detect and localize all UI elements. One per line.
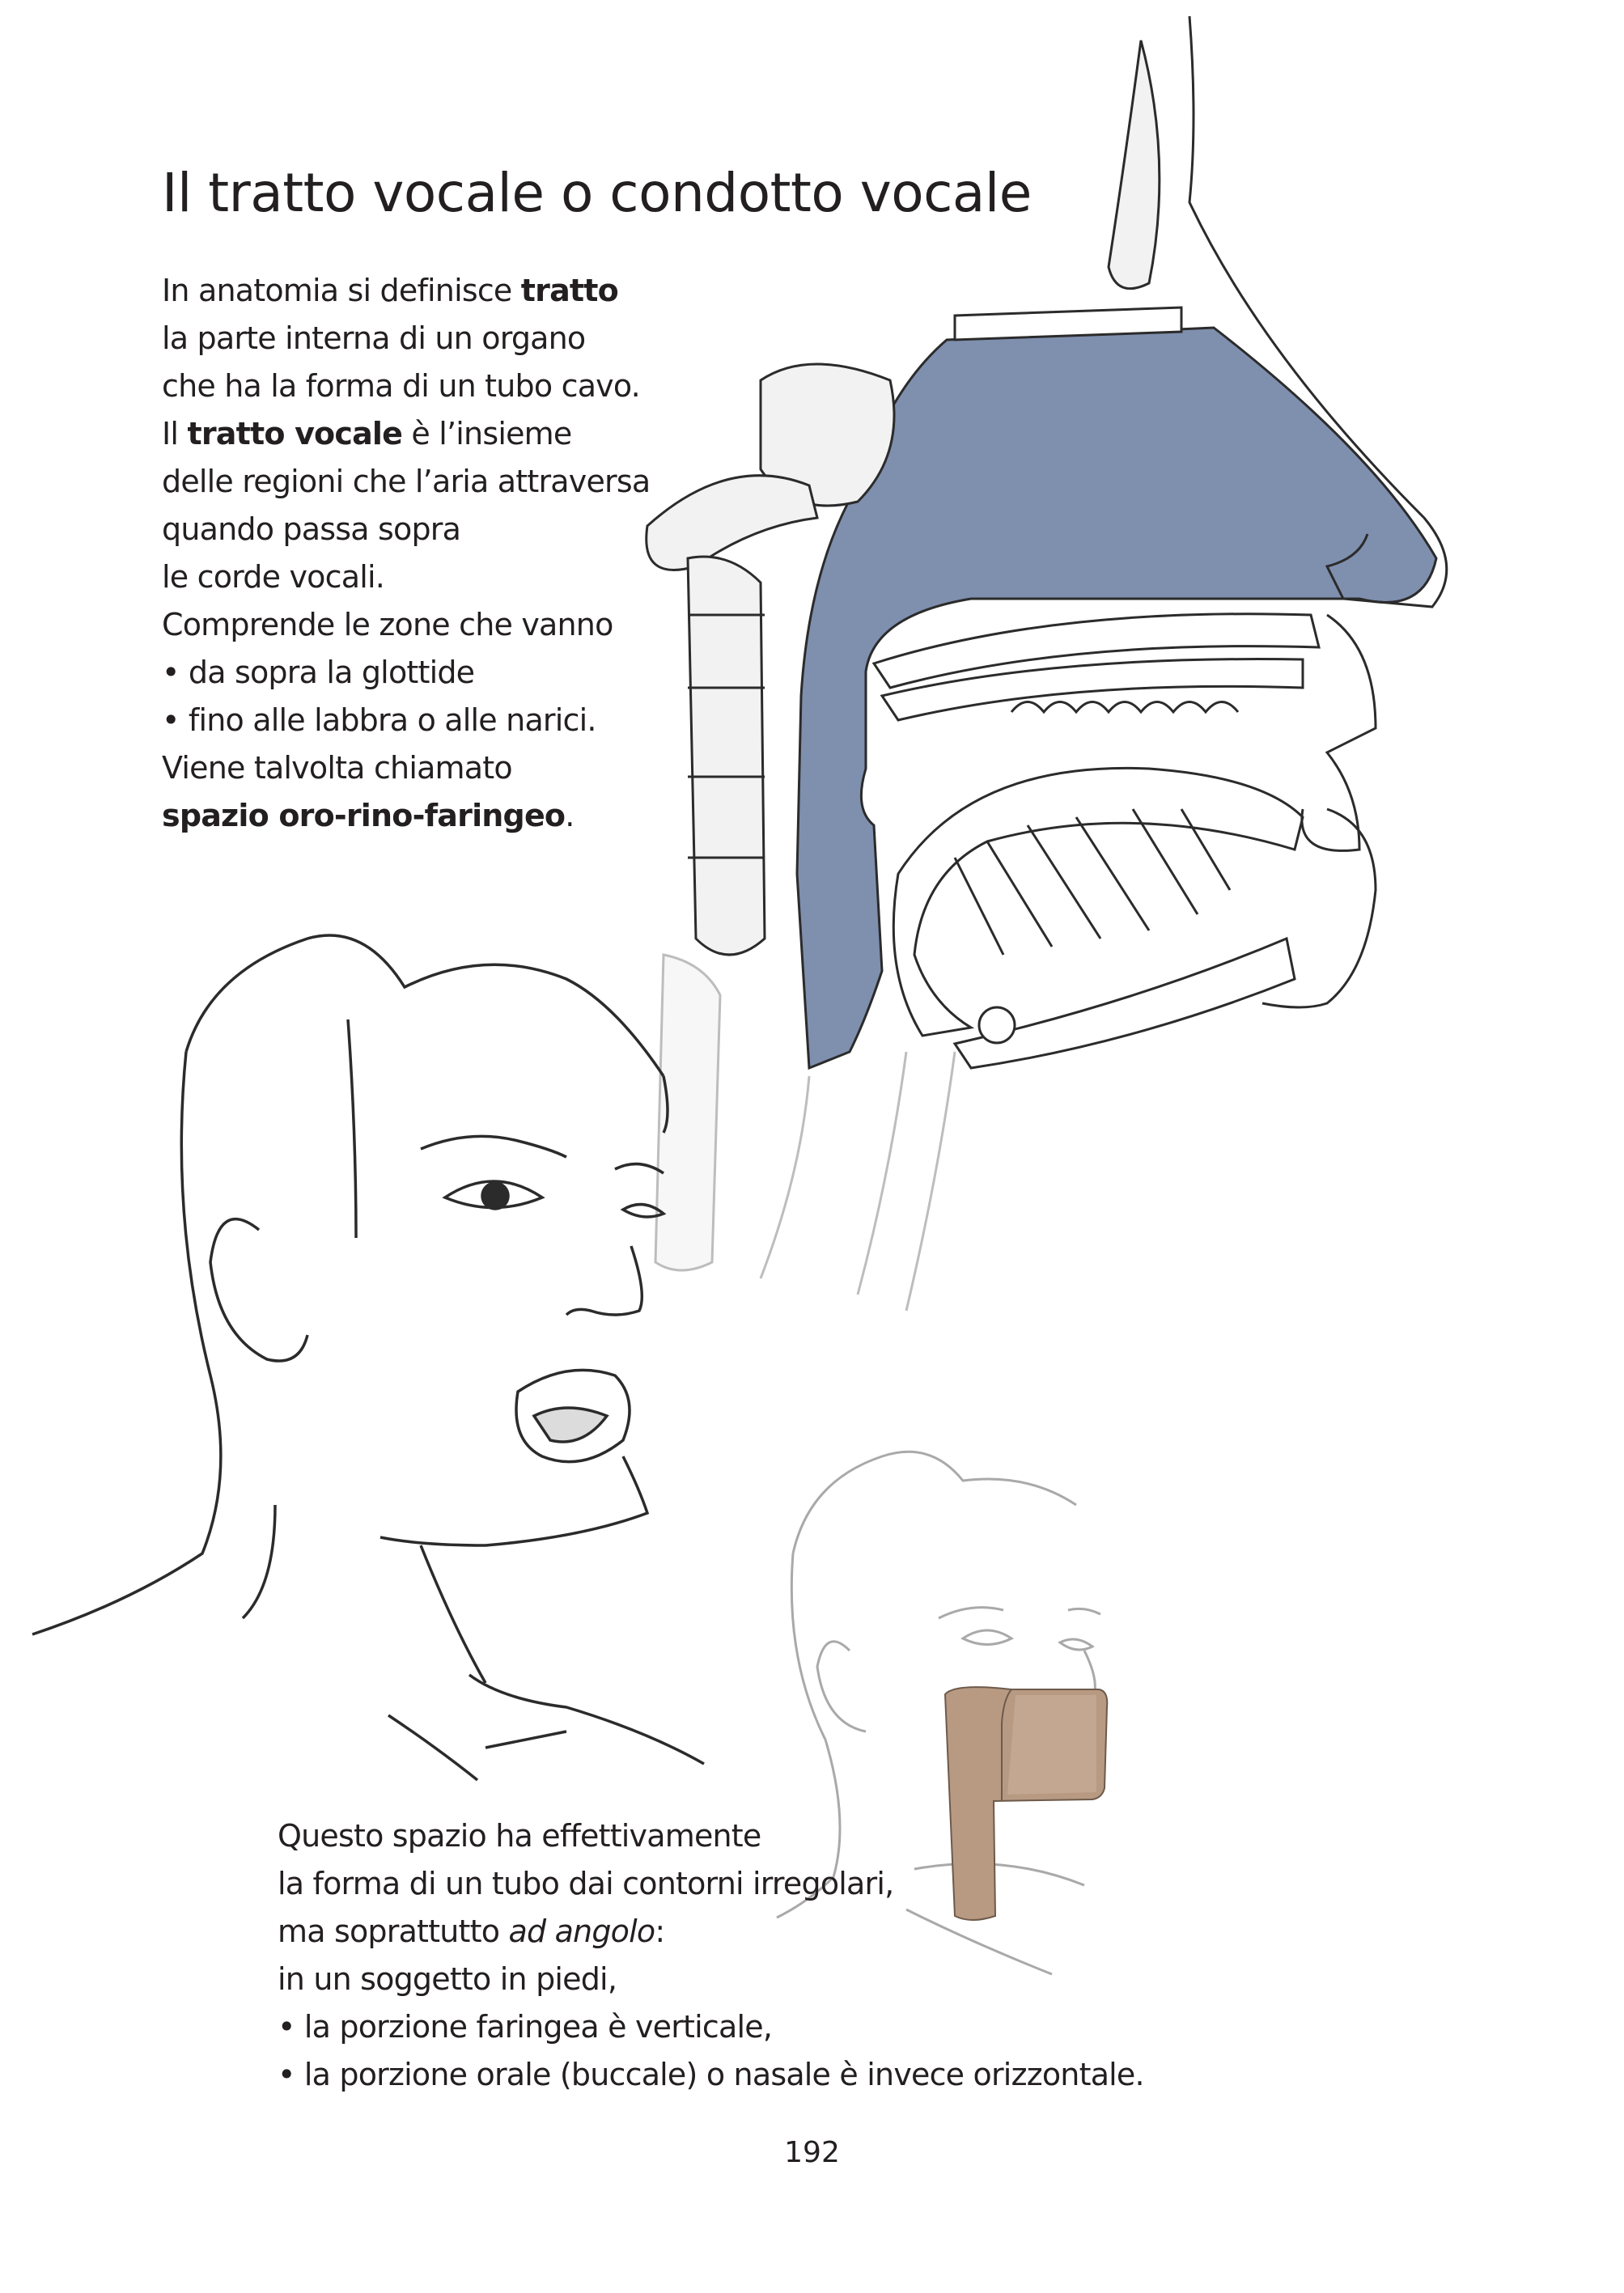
intro-text: In anatomia si definisce (162, 273, 521, 308)
intro-line: quando passa sopra (162, 511, 461, 547)
intro-text: . (565, 798, 575, 833)
page-number: 192 (784, 2136, 840, 2169)
bullet-item: • fino alle labbra o alle narici. (162, 702, 596, 738)
page-title: Il tratto vocale o condotto vocale (162, 162, 1032, 224)
intro-line (162, 410, 664, 458)
bullet-item: • la porzione faringea è verticale, (278, 2009, 773, 2045)
intro-line: la parte interna di un organo (162, 320, 586, 356)
intro-line (162, 792, 664, 840)
intro-text: Il (162, 416, 188, 451)
term-bold: tratto (520, 273, 618, 308)
bottom-text: ma soprattutto (278, 1914, 509, 1949)
bottom-paragraph (278, 1812, 1208, 2099)
intro-line: che ha la forma di un tubo cavo. (162, 368, 640, 404)
bottom-line: la forma di un tubo dai contorni irregolari, (278, 1866, 894, 1901)
intro-line: Viene talvolta chiamato (162, 750, 512, 786)
term-bold: tratto vocale (187, 416, 403, 451)
term-italic: ad angolo (508, 1914, 655, 1949)
bottom-text: : (655, 1914, 665, 1949)
bottom-line: Questo spazio ha effettivamente (278, 1818, 761, 1854)
intro-line (162, 267, 664, 315)
intro-text: è l’insieme (402, 416, 572, 451)
intro-line: Comprende le zone che vanno (162, 607, 613, 642)
bullet-item: • da sopra la glottide (162, 655, 475, 690)
term-bold: spazio oro-rino-faringeo (162, 798, 566, 833)
bullet-item: • la porzione orale (buccale) o nasale è invece orizzontale. (278, 2057, 1144, 2092)
intro-line: le corde vocali. (162, 559, 385, 595)
intro-paragraph (162, 267, 664, 840)
intro-line: delle regioni che l’aria attraversa (162, 464, 651, 499)
bottom-line: in un soggetto in piedi, (278, 1961, 617, 1997)
face-illustration (32, 935, 704, 1780)
bottom-line (278, 1908, 1208, 1956)
